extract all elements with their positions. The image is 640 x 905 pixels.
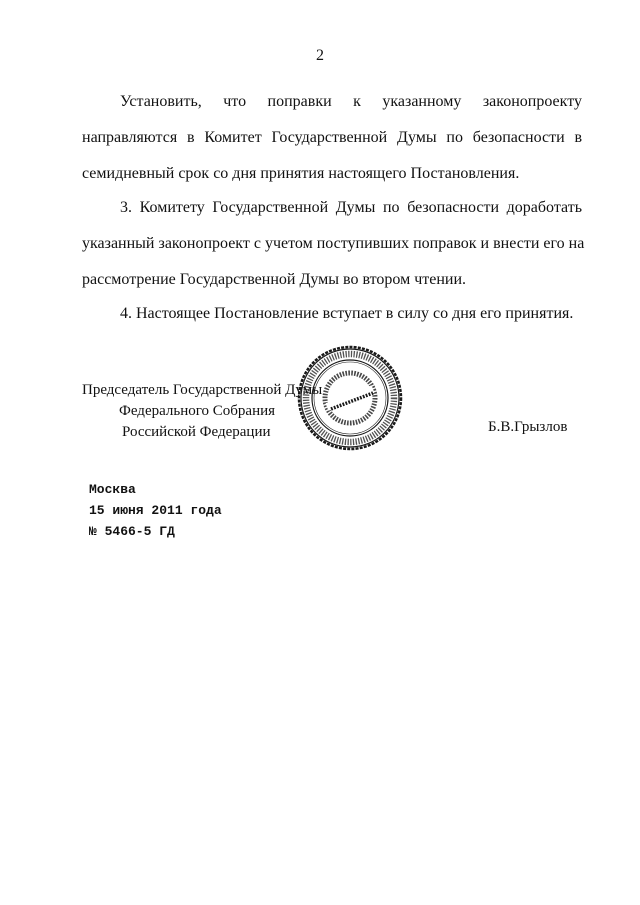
footer-city: Москва	[89, 482, 136, 497]
signature-title-line: Российской Федерации	[122, 424, 271, 440]
paragraph-line: 4. Настоящее Постановление вступает в силу со дня его принятия.	[120, 305, 574, 322]
paragraph-line: указанный законопроект с учетом поступивших поправок и внести его на	[82, 235, 585, 252]
paragraph-line: 3. Комитету Государственной Думы по безопасности доработать	[120, 199, 582, 216]
paragraph-line: рассмотрение Государственной Думы во втором чтении.	[82, 271, 467, 288]
official-stamp	[297, 345, 403, 451]
item-4-paragraph	[82, 296, 582, 332]
item-3-paragraph	[82, 190, 585, 298]
signature-title	[82, 380, 322, 443]
document-footer	[89, 479, 222, 542]
signer-name: Б.В.Грызлов	[488, 419, 568, 435]
establish-paragraph	[82, 84, 582, 192]
signature-title-line: Председатель Государственной Думы	[82, 382, 323, 398]
page-number: 2	[316, 47, 324, 64]
paragraph-line: Установить, что поправки к указанному законопроекту	[120, 93, 582, 110]
footer-date: 15 июня 2011 года	[89, 503, 222, 518]
signature-title-line: Федерального Собрания	[119, 403, 276, 419]
paragraph-line: семидневный срок со дня принятия настоящего Постановления.	[82, 165, 520, 182]
footer-number: № 5466-5 ГД	[89, 524, 175, 539]
paragraph-line: направляются в Комитет Государственной Думы по безопасности в	[82, 129, 582, 146]
